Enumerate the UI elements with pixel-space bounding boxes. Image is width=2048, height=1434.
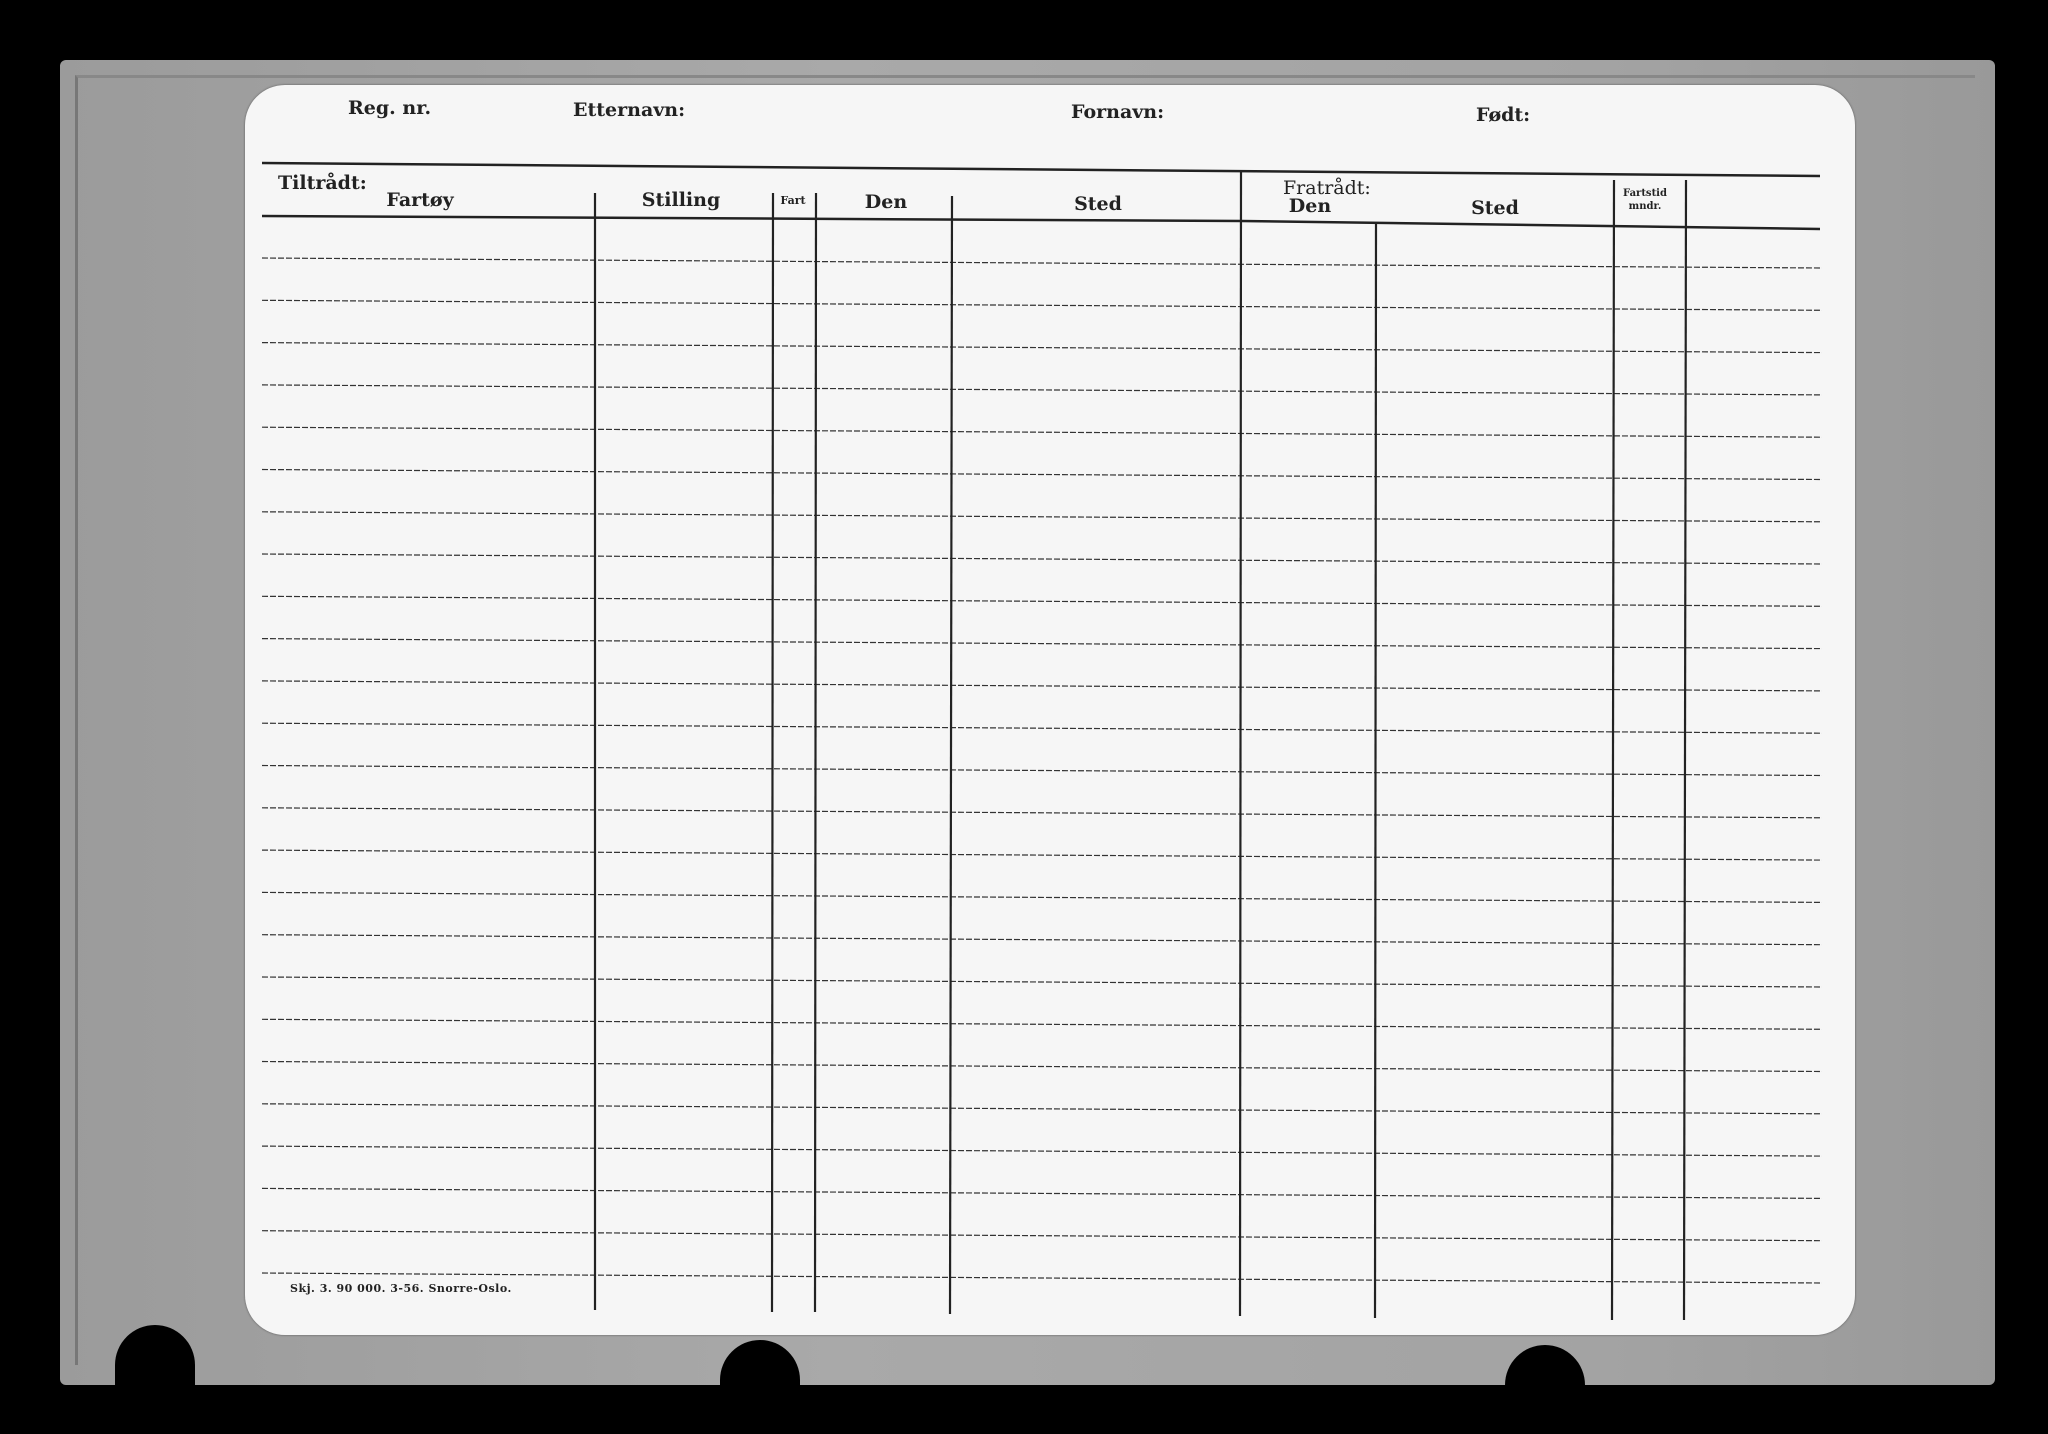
tiltradt-label: Tiltrådt: — [278, 172, 367, 194]
etternavn-label: Etternavn: — [573, 99, 686, 121]
form-row-line — [262, 892, 1822, 902]
form-row-line — [262, 766, 1822, 776]
fartstid-line1: Fartstid — [1623, 188, 1667, 199]
col-sted-fratradt-header: Sted — [1471, 197, 1519, 219]
form-row-line — [262, 300, 1822, 310]
col-sted-tiltradt-header: Sted — [1074, 193, 1122, 215]
fodt-label: Født: — [1476, 104, 1531, 126]
form-row-line — [262, 427, 1822, 437]
row-rules — [262, 258, 1822, 1283]
form-row-line — [262, 850, 1822, 860]
form-row-line — [262, 977, 1822, 987]
form-row-line — [262, 385, 1822, 395]
form-row-line — [262, 1062, 1822, 1072]
form-row-line — [262, 681, 1822, 691]
form-row-line — [262, 1231, 1822, 1241]
header-rules — [262, 163, 1820, 229]
form-row-line — [262, 935, 1822, 945]
form-row-line — [262, 470, 1822, 480]
form-row-line — [262, 343, 1822, 353]
col-stilling-header: Stilling — [641, 189, 721, 211]
form-row-line — [262, 639, 1822, 649]
fartstid-line2: mndr. — [1628, 201, 1662, 212]
col-fartoy-header: Fartøy — [386, 189, 454, 211]
col-den-tiltradt-header: Den — [864, 191, 908, 213]
form-row-line — [262, 1104, 1822, 1114]
form-row-line — [262, 554, 1822, 564]
col-fart-header: Fart — [780, 194, 806, 207]
form-row-line — [262, 596, 1822, 606]
form-row-line — [262, 1188, 1822, 1198]
fratradt-label: Fratrådt: — [1283, 177, 1371, 199]
form-row-line — [262, 258, 1822, 268]
form-row-line — [262, 512, 1822, 522]
form-row-line — [262, 1019, 1822, 1029]
form-footer: Skj. 3. 90 000. 3-56. Snorre-Oslo. — [290, 1282, 512, 1295]
col-den-fratradt-header: Den — [1288, 195, 1332, 217]
form-row-line — [262, 1146, 1822, 1156]
column-rules — [595, 172, 1686, 1320]
form-row-line — [262, 723, 1822, 733]
form-row-line — [262, 808, 1822, 818]
fornavn-label: Fornavn: — [1071, 101, 1165, 123]
reg-nr-label: Reg. nr. — [348, 97, 432, 119]
